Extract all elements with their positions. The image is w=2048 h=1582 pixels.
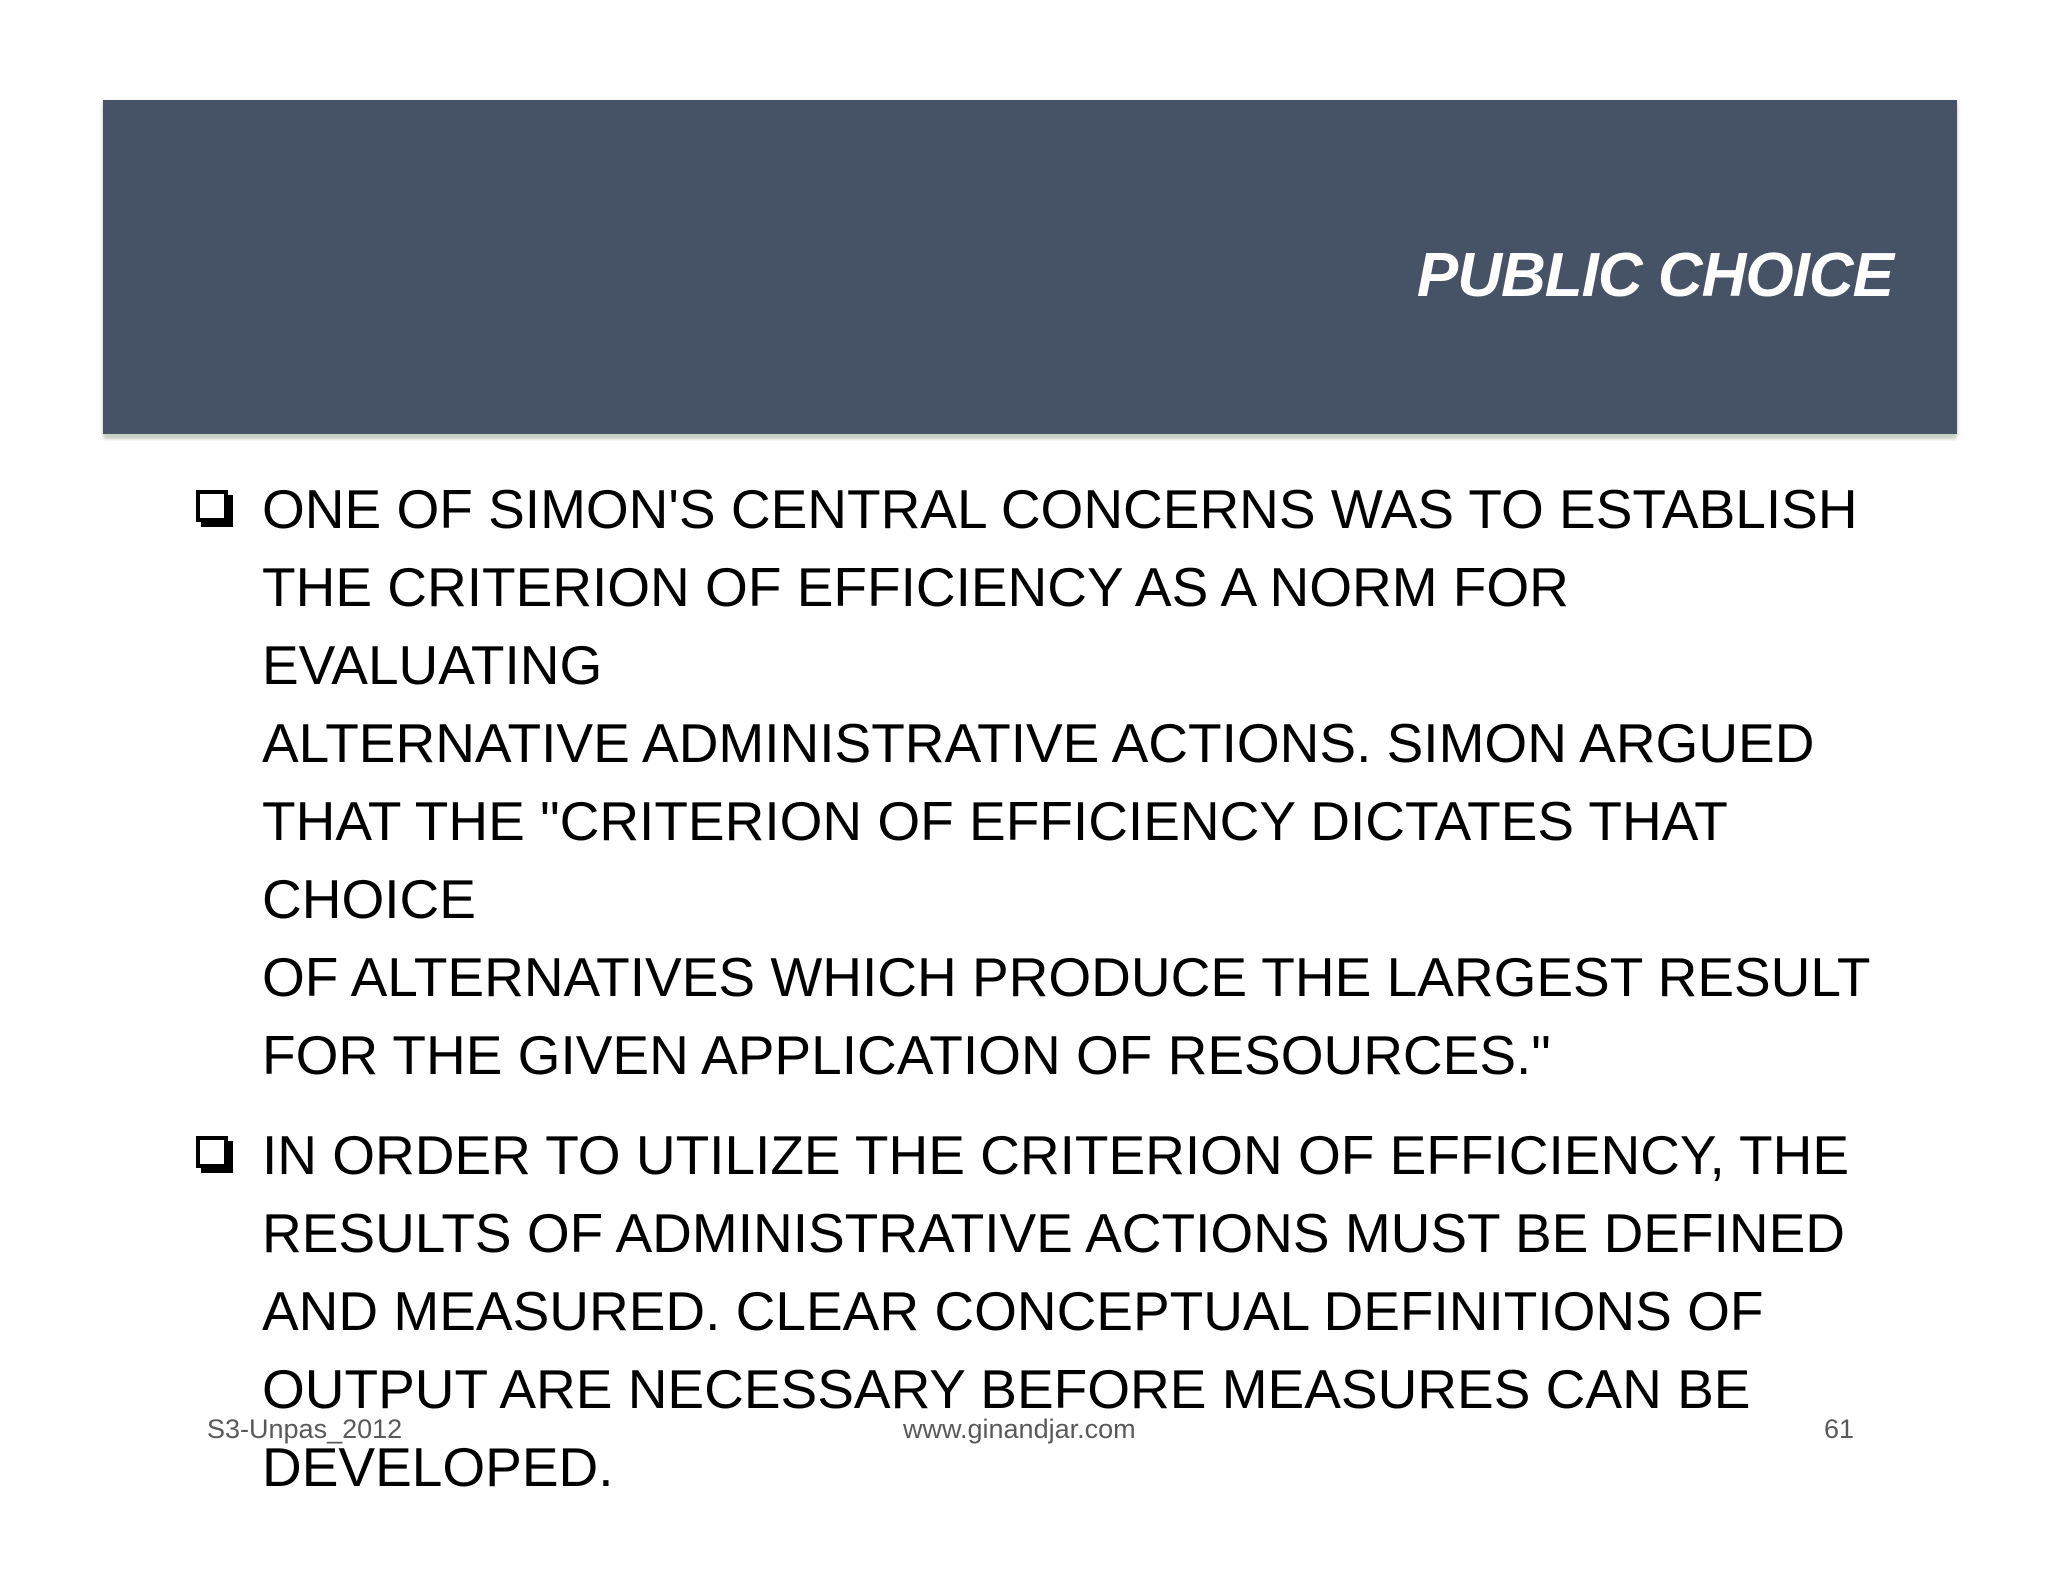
bullet-line: THAT THE "CRITERION OF EFFICIENCY DICTATES THAT CHOICE (262, 790, 1727, 930)
bullet-line: AND MEASURED. CLEAR CONCEPTUAL DEFINITIONS OF (262, 1280, 1764, 1342)
footer-website: www.ginandjar.com (903, 1414, 1136, 1444)
bullet-line: IN ORDER TO UTILIZE THE CRITERION OF EFFICIENCY, THE (262, 1124, 1850, 1186)
bullet-item (192, 470, 1892, 1094)
title-bar (103, 100, 1957, 434)
slide-title: PUBLIC CHOICE (1416, 241, 1893, 310)
bullet-line: THE CRITERION OF EFFICIENCY AS A NORM FOR EVALUATING (262, 556, 1569, 696)
footer-left-text: S3-Unpas_2012 (207, 1414, 403, 1444)
page-number: 61 (1823, 1414, 1854, 1444)
bullet-line: OF ALTERNATIVES WHICH PRODUCE THE LARGEST RESULT (262, 946, 1871, 1008)
bullet-item (192, 1116, 1892, 1506)
bullet-line: RESULTS OF ADMINISTRATIVE ACTIONS MUST BE DEFINED (262, 1202, 1845, 1264)
bullet-line: DEVELOPED. (262, 1436, 614, 1498)
checkbox-bullet-icon (196, 490, 228, 522)
checkbox-bullet-icon (196, 1136, 228, 1168)
bullet-text (262, 470, 1892, 1094)
bullet-line: OUTPUT ARE NECESSARY BEFORE MEASURES CAN BE (262, 1358, 1751, 1420)
bullet-text (262, 1116, 1892, 1506)
bullet-line: FOR THE GIVEN APPLICATION OF RESOURCES." (262, 1024, 1551, 1086)
slide-content (192, 470, 1892, 1528)
bullet-line: ONE OF SIMON'S CENTRAL CONCERNS WAS TO ESTABLISH (262, 478, 1858, 540)
bullet-line: ALTERNATIVE ADMINISTRATIVE ACTIONS. SIMON ARGUED (262, 712, 1815, 774)
